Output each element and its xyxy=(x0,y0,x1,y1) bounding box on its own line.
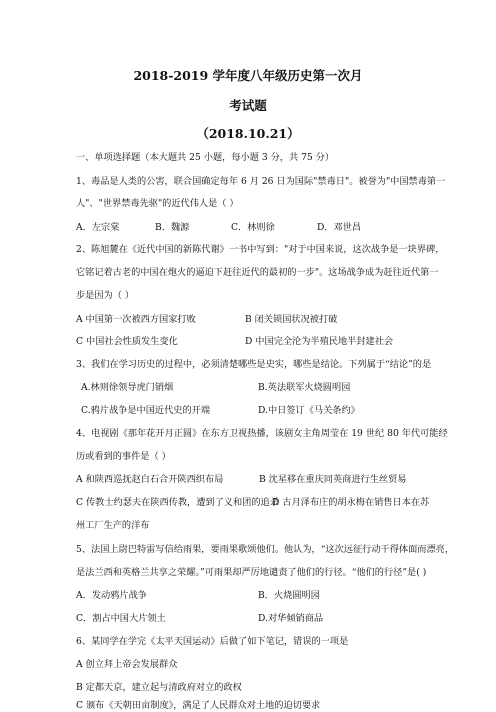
q4-option-d-cont: 州工厂生产的洋布 xyxy=(76,520,150,531)
q1-option-a: A．左宗棠 xyxy=(76,222,120,233)
q5-option-b: B．火烧圆明园 xyxy=(258,590,320,601)
q2-option-d: D 中国完全沦为半殖民地半封建社会 xyxy=(245,336,394,347)
q6-option-c: C 颁布《天朝田亩制度》，满足了人民群众对土地的迫切要求 xyxy=(76,700,321,711)
q5-option-c: C．割占中国大片领土 xyxy=(76,613,166,624)
q2-stem-line1: 2、陈旭麓在《近代中国的新陈代谢》一书中写到："对于中国来说，这次战争是一块界碑， xyxy=(76,244,445,255)
q5-stem-line1: 5、法国上尉巴特雷写信给雨果，要雨果歌颂他们。他认为，“这次远征行动干得体面而漂亮， xyxy=(76,544,455,555)
q4-option-d: D 古月泽布庄的胡永梅在销售日本在苏 xyxy=(272,497,430,508)
q2-stem-line2: 它铭记着古老的中国在炮火的逼迫下赶往近代的最初的一步"。这场战争成为赶往近代第一 xyxy=(76,267,439,278)
q3-option-b: B.英法联军火烧圆明园 xyxy=(258,382,351,393)
q6-option-a: A 创立拜上帝会发展群众 xyxy=(76,659,178,670)
exam-title-line2: 考试题 xyxy=(229,98,267,113)
q4-option-b: B 沈星移在重庆同英商进行生丝贸易 xyxy=(259,474,407,485)
q4-option-a: A 和陕西巡抚赵白石合开陕西织布局 xyxy=(76,474,224,485)
q6-stem-line1: 6、某同学在学完《太平天国运动》后做了如下笔记，错误的一项是 xyxy=(76,636,349,647)
exam-date: （2018.10.21） xyxy=(196,126,300,141)
q2-option-c: C 中国社会性质发生变化 xyxy=(76,336,178,347)
q4-stem-line2: 历或看到的事件是（ ） xyxy=(76,451,171,462)
exam-title-line1: 2018-2019 学年度八年级历史第一次月 xyxy=(133,68,363,83)
q1-option-b: B．魏源 xyxy=(155,222,190,233)
q5-option-a: A．发动鸦片战争 xyxy=(76,590,147,601)
q3-option-c: C.鸦片战争是中国近代史的开端 xyxy=(81,405,211,416)
q1-option-d: D．邓世昌 xyxy=(317,222,362,233)
q4-option-c: C 传教士约瑟夫在陕西传教，遭到了义和团的追杀 xyxy=(76,497,279,508)
q1-stem-line1: 1、毒品是人类的公害，联合国确定每年 6 月 26 日为国际"禁毒日"。被誉为"中国禁毒第一 xyxy=(76,176,446,187)
q2-option-a: A 中国第一次被西方国家打败 xyxy=(76,314,196,325)
q5-option-d: D.对华倾销商品 xyxy=(258,613,324,624)
q3-stem-line1: 3、我们在学习历史的过程中，必须清楚哪些是史实，哪些是结论。下列属于“结论”的是 xyxy=(76,359,432,370)
q4-stem-line1: 4、电视剧《那年花开月正圆》在东方卫视热播，该剧女主角周莹在 19 世纪 80 年代可能经 xyxy=(76,428,448,439)
section-heading: 一、单项选择题（本大题共 25 小题，每小题 3 分，共 75 分） xyxy=(76,152,335,163)
q6-option-b: B 定都天京，建立起与清政府对立的政权 xyxy=(76,682,242,693)
q5-stem-line2: 是法兰西和英格兰共享之荣耀。”可雨果却严厉地谴责了他们的行径。“他们的行径”是( ) xyxy=(76,567,427,578)
q3-option-d: D.中日签订《马关条约》 xyxy=(258,405,360,416)
q3-option-a: A.林则徐领导虎门销烟 xyxy=(81,382,174,393)
q2-stem-line3: 步是因为（ ） xyxy=(76,290,135,301)
q1-option-c: C．林则徐 xyxy=(231,222,275,233)
q1-stem-line2: 人"、"世界禁毒先驱"的近代伟人是（ ） xyxy=(76,198,239,209)
q2-option-b: B 闭关锁国状况被打破 xyxy=(245,314,338,325)
